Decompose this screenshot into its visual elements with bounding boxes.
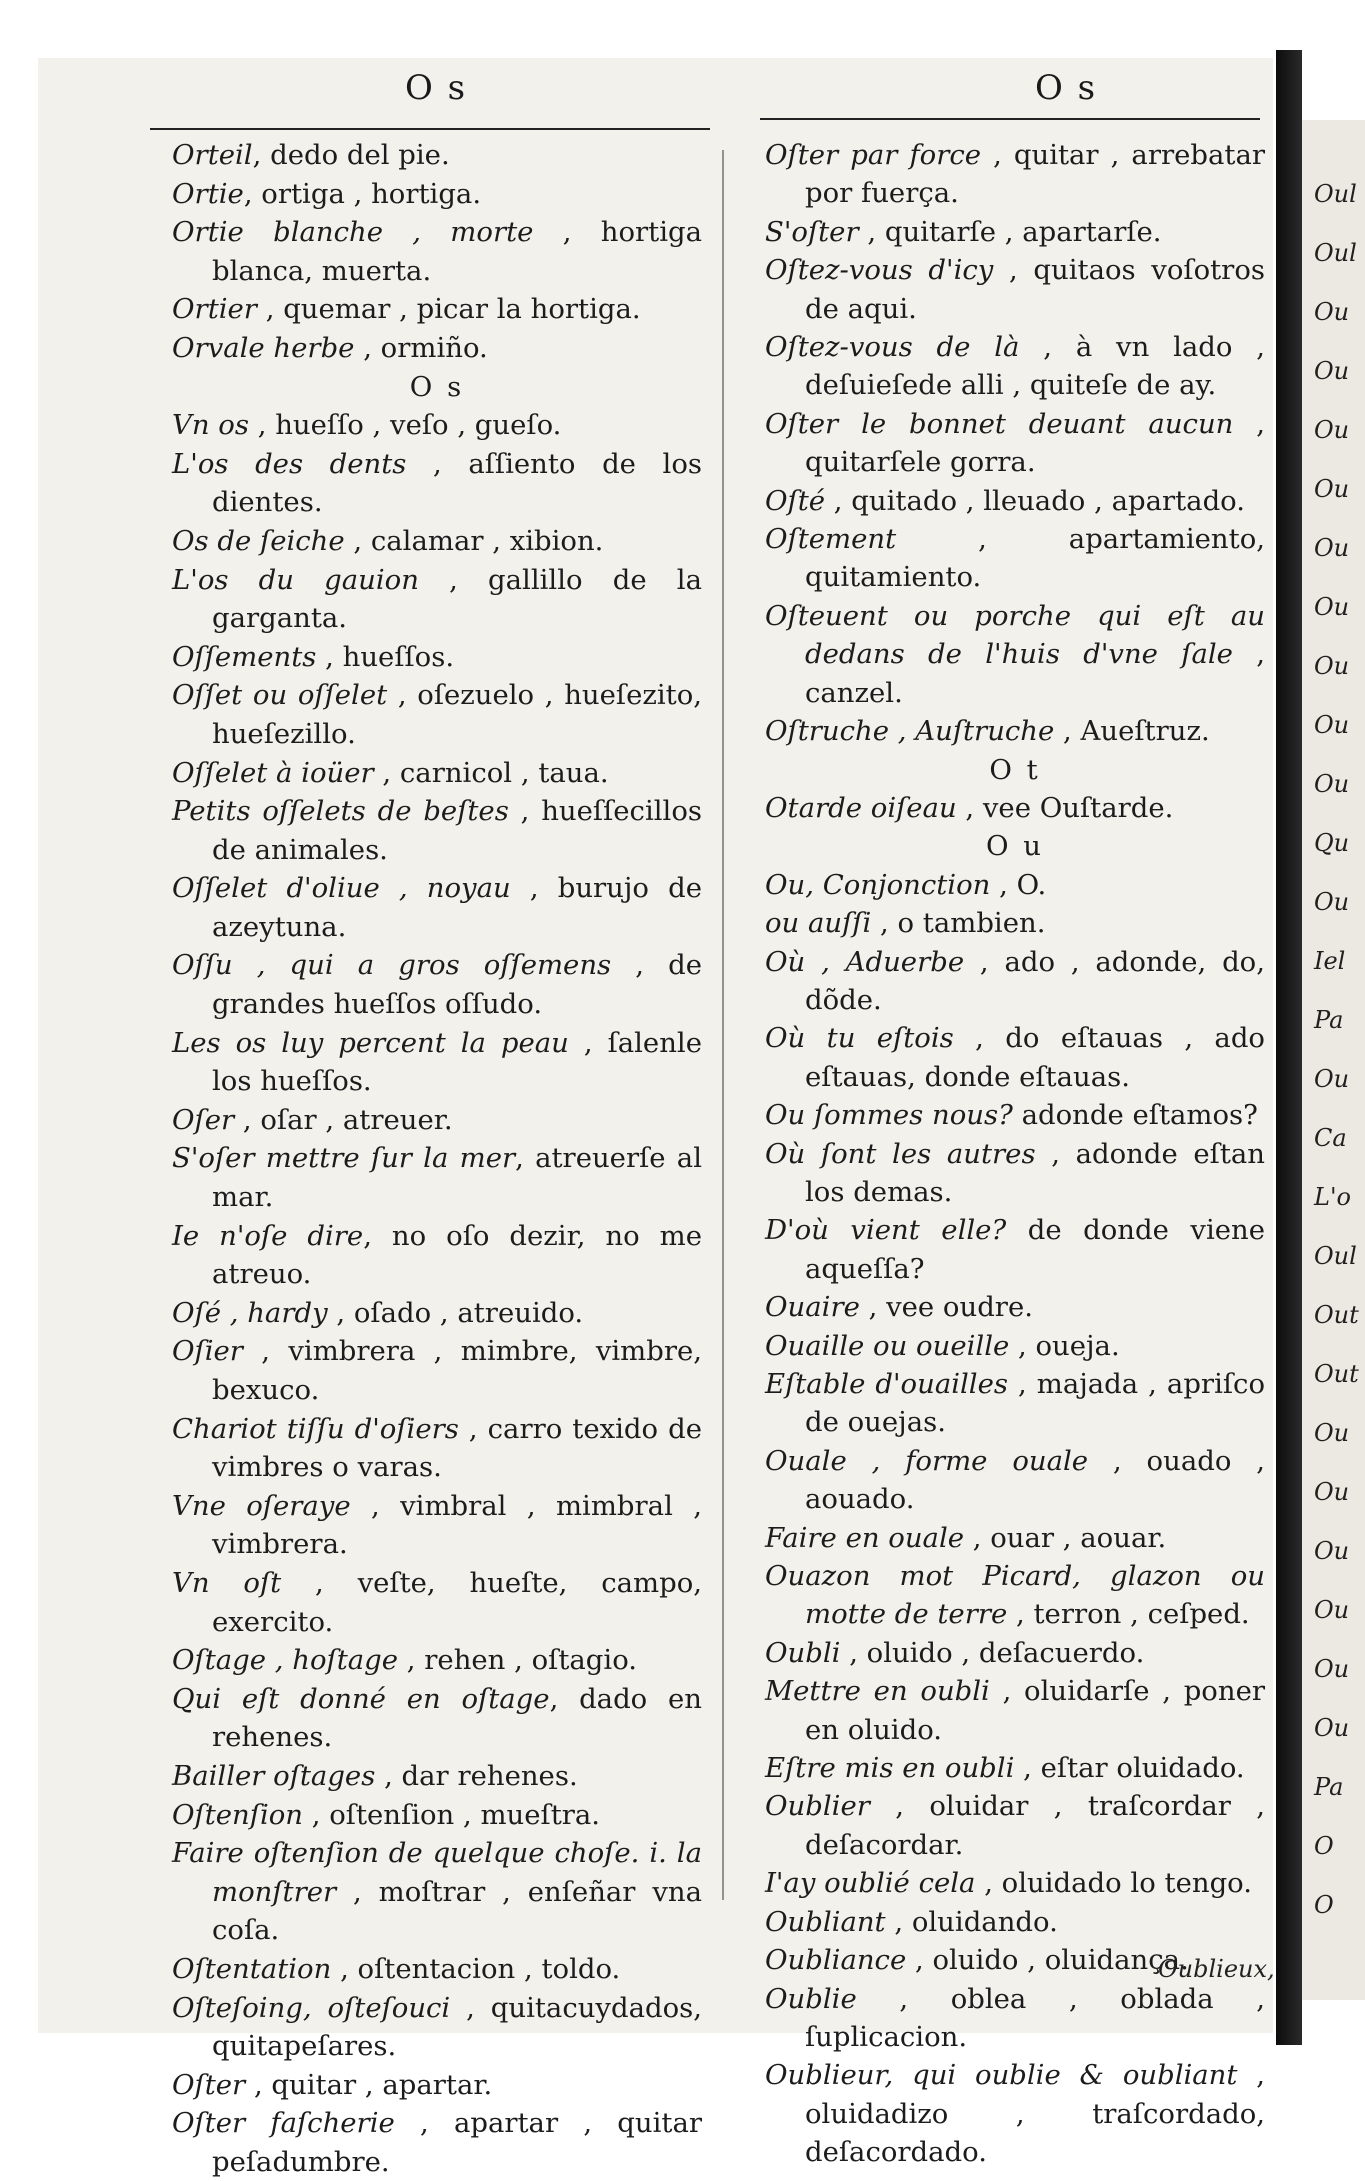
adjacent-page-fragment: Ou: [1314, 357, 1350, 385]
dictionary-entry: [172, 2066, 702, 2105]
entry-headword: Oſier: [172, 1335, 243, 1368]
entry-definition: , do eſtauas , ado eſtauas, donde eſtauas.: [805, 1022, 1265, 1093]
entry-headword: Eſtre mis en oubli: [765, 1752, 1015, 1785]
entry-headword: S'oſer mettre ſur la mer: [172, 1142, 516, 1175]
adjacent-page-fragment: Ca: [1314, 1124, 1347, 1152]
adjacent-page-fragment: Ou: [1314, 1655, 1350, 1683]
dictionary-entry: [765, 1557, 1265, 1634]
entry-definition: , o tambien.: [871, 907, 1046, 940]
entry-definition: , adonde eſtan los demas.: [805, 1137, 1265, 1208]
entry-headword: Les os luy percent la peau: [172, 1026, 569, 1059]
dictionary-entry: [172, 1217, 702, 1294]
entry-definition: , hueſſecillos de animales.: [212, 795, 702, 866]
dictionary-entry: [765, 1749, 1265, 1787]
dictionary-entry: [172, 676, 702, 753]
dictionary-entry: [172, 1139, 702, 1216]
dictionary-entry: [765, 482, 1265, 520]
dictionary-entry: [765, 1288, 1265, 1326]
dictionary-entry: [765, 2056, 1265, 2171]
entry-definition: , oluido , oluidança.: [906, 1944, 1189, 1977]
entry-definition: de donde viene aqueſſa?: [805, 1214, 1265, 1285]
dictionary-entry: [172, 1332, 702, 1409]
dictionary-entry: [765, 1211, 1265, 1288]
adjacent-page-fragment: Ou: [1314, 1537, 1350, 1565]
entry-definition: , à vn lado , deſuieſede alli , quiteſe de ay.: [805, 331, 1266, 402]
entry-headword: Oſſements: [172, 640, 317, 673]
entry-definition: , carro texido de vimbres o varas.: [212, 1412, 702, 1484]
dictionary-entry: [172, 136, 702, 175]
dictionary-entry: [172, 522, 702, 561]
adjacent-page-fragment: Ou: [1314, 593, 1350, 621]
dictionary-entry: [765, 597, 1265, 712]
entry-definition: , oluidando.: [885, 1905, 1058, 1938]
running-head-right: O s: [1035, 68, 1098, 108]
entry-headword: Ou ſommes nous?: [765, 1099, 1013, 1132]
entry-definition: , ouado , aouado.: [805, 1444, 1265, 1516]
column-separator: [722, 150, 724, 1900]
dictionary-entry: [172, 754, 702, 793]
entry-headword: Oſtement: [765, 523, 897, 556]
entry-definition: , hueſſos.: [316, 640, 455, 673]
entry-headword: Vne oſeraye: [172, 1489, 351, 1522]
catchword: Oublieux,: [1158, 1955, 1275, 1983]
adjacent-page-fragment: L'o: [1314, 1183, 1351, 1211]
section-heading: O u: [986, 830, 1044, 863]
dictionary-entry: [172, 290, 702, 329]
entry-headword: Oſſelet d'oliue , noyau: [172, 872, 511, 905]
entry-definition: , eſtar oluidado.: [1014, 1752, 1245, 1785]
adjacent-page-fragment: Ou: [1314, 1065, 1350, 1093]
entry-definition: adonde eſtamos?: [1012, 1099, 1258, 1132]
entry-definition: , O.: [990, 868, 1047, 901]
entry-definition: , apartamiento, quitamiento.: [805, 523, 1265, 594]
entry-headword: Qui eſt donné en oſtage: [172, 1682, 550, 1715]
entry-definition: , dar rehenes.: [375, 1759, 578, 1792]
entry-headword: Mettre en oubli: [765, 1675, 990, 1708]
entry-definition: , oueja.: [1009, 1329, 1120, 1362]
dictionary-entry: [172, 1101, 702, 1140]
dictionary-entry: [172, 329, 702, 368]
entry-definition: , oſar , atreuer.: [234, 1103, 453, 1136]
entry-definition: , calamar , xibion.: [344, 524, 604, 557]
dictionary-entry: [172, 1989, 702, 2066]
entry-headword: Oſtentation: [172, 1952, 332, 1985]
dictionary-entry: [765, 943, 1265, 1020]
dictionary-entry: [765, 405, 1265, 482]
entry-headword: Où tu eſtois: [765, 1022, 954, 1055]
entry-headword: Ouaire: [765, 1291, 860, 1324]
entry-definition: , oſado , atreuido.: [327, 1296, 584, 1329]
dictionary-entry: [765, 1672, 1265, 1749]
adjacent-page-fragment: Ou: [1314, 534, 1350, 562]
entry-headword: Oubliance: [765, 1944, 907, 1977]
entry-headword: Oſtruche , Auſtruche: [765, 715, 1055, 748]
adjacent-page-fragment: Ou: [1314, 888, 1350, 916]
entry-headword: Oſteuent ou porche qui eſt au dedans de l'huis d'vne ſale: [765, 599, 1265, 671]
adjacent-page-edge: [1302, 120, 1365, 2000]
entry-definition: , de grandes hueſſos oſſudo.: [212, 949, 702, 1021]
entry-definition: , hueſſo , veſo , gueſo.: [248, 409, 562, 442]
entry-headword: Vn os: [172, 409, 249, 442]
adjacent-page-fragment: Qu: [1314, 829, 1350, 857]
adjacent-page-fragment: Ou: [1314, 1596, 1350, 1624]
adjacent-page-fragment: Oul: [1314, 1242, 1357, 1270]
running-head-left: O s: [405, 68, 468, 108]
entry-headword: D'où vient elle?: [765, 1214, 1007, 1247]
entry-headword: Faire oſtenſion de quelque choſe. i. la monſtrer: [172, 1837, 702, 1908]
dictionary-entry: [172, 1487, 702, 1564]
entry-definition: , veſte, hueſte, campo, exercito.: [212, 1566, 702, 1638]
dictionary-entry: [765, 1903, 1265, 1941]
entry-headword: Oſter par force: [765, 139, 982, 171]
dictionary-entry: [172, 869, 702, 946]
entry-definition: , vimbrera , mimbre, vimbre, bexuco.: [212, 1335, 702, 1406]
dictionary-entry: [172, 1024, 702, 1101]
entry-definition: , hortiga blanca, muerta.: [212, 216, 702, 287]
entry-definition: , oluido , deſacuerdo.: [840, 1636, 1145, 1669]
entry-definition: , quitarſe , apartarſe.: [858, 215, 1162, 248]
adjacent-page-fragment: Ou: [1314, 770, 1350, 798]
entry-definition: , oluidar , traſcordar , deſacordar.: [805, 1790, 1265, 1861]
entry-headword: Otarde oiſeau: [765, 791, 957, 824]
dictionary-entry: [765, 1365, 1265, 1442]
dictionary-entry: [765, 1096, 1265, 1134]
entry-definition: , rehen , oſtagio.: [398, 1644, 638, 1677]
entry-headword: Oſter faſcherie: [172, 2107, 395, 2140]
entry-headword: Oublie: [765, 1982, 857, 2015]
entry-definition: , terron , ceſped.: [1007, 1598, 1250, 1631]
entry-headword: S'oſter: [765, 215, 859, 248]
entry-headword: Faire en ouale: [765, 1521, 965, 1554]
adjacent-page-fragment: Ou: [1314, 298, 1350, 326]
dictionary-entry: [765, 1327, 1265, 1365]
adjacent-page-fragment: Ou: [1314, 475, 1350, 503]
entry-definition: , aſſiento de los dientes.: [212, 447, 702, 519]
adjacent-page-fragment: Oul: [1314, 239, 1357, 267]
dictionary-entry: [172, 1294, 702, 1333]
entry-headword: Oubliant: [765, 1905, 886, 1938]
header-rule-left: [150, 128, 710, 130]
entry-headword: Oſſelet à ioüer: [172, 756, 374, 789]
entry-headword: Oſteſoing, oſteſouci: [172, 1991, 451, 2024]
entry-headword: Ouazon mot Picard, glazon ou motte de terre: [765, 1560, 1265, 1631]
entry-headword: Oſtenſion: [172, 1798, 304, 1831]
adjacent-page-fragment: Ou: [1314, 1478, 1350, 1506]
entry-definition: , ortiga , hortiga.: [243, 177, 482, 210]
dictionary-entry: [765, 1135, 1265, 1212]
entry-definition: , carnicol , taua.: [373, 756, 609, 789]
entry-headword: Orvale herbe: [172, 331, 355, 364]
dictionary-entry: [172, 1564, 702, 1641]
adjacent-page-fragment: Pa: [1314, 1006, 1344, 1034]
dictionary-entry: [765, 1980, 1265, 2057]
entry-headword: Oſé , hardy: [172, 1296, 328, 1329]
entry-definition: , canzel.: [805, 638, 1265, 709]
entry-definition: , oſtenſion , mueſtra.: [303, 1798, 601, 1831]
adjacent-page-fragment: Ou: [1314, 1419, 1350, 1447]
entry-definition: , gallillo de la garganta.: [212, 563, 702, 635]
entry-headword: Eſtable d'ouailles: [765, 1368, 1008, 1400]
entry-headword: Bailler oſtages: [172, 1759, 376, 1792]
dictionary-entry: [172, 406, 702, 445]
adjacent-page-fragment: O: [1314, 1832, 1334, 1860]
entry-definition: , apartar , quitar peſadumbre.: [212, 2107, 702, 2178]
dictionary-entry: [172, 1796, 702, 1835]
dictionary-entry: [765, 712, 1265, 750]
entry-headword: Oublier: [765, 1790, 870, 1823]
entry-definition: , Aueſtruz.: [1054, 715, 1210, 748]
entry-headword: L'os des dents: [172, 447, 407, 480]
entry-headword: Oſté: [765, 484, 826, 517]
header-rule-right: [760, 118, 1260, 120]
entry-definition: , oblea , oblada , ſuplicacion.: [805, 1982, 1265, 2053]
entry-headword: Oſſu , qui a gros oſſemens: [172, 949, 612, 982]
entry-headword: I'ay oublié cela: [765, 1867, 976, 1900]
entry-headword: Oublieur, qui oublie & oubliant: [765, 2059, 1238, 2092]
dictionary-entry: [172, 445, 702, 522]
dictionary-entry: [172, 1757, 702, 1796]
dictionary-entry: [765, 866, 1265, 904]
dictionary-entry: [172, 1410, 702, 1487]
entry-headword: L'os du gauion: [172, 563, 419, 596]
dictionary-entry: [765, 1442, 1265, 1519]
adjacent-page-fragment: Oul: [1314, 180, 1357, 208]
dictionary-entry: [765, 1519, 1265, 1557]
adjacent-page-fragment: Ou: [1314, 711, 1350, 739]
adjacent-page-fragment: Iel: [1314, 947, 1346, 975]
adjacent-page-fragment: Pa: [1314, 1773, 1344, 1801]
entry-definition: , ormiño.: [354, 331, 488, 364]
right-column: [765, 136, 1265, 2172]
entry-definition: , vee Ouſtarde.: [956, 791, 1174, 824]
dictionary-entry: [172, 175, 702, 214]
entry-headword: Ortie: [172, 177, 244, 210]
entry-headword: Os de ſeiche: [172, 524, 345, 557]
dictionary-entry: [172, 946, 702, 1023]
adjacent-page-fragment: O: [1314, 1891, 1334, 1919]
entry-definition: , moſtrar , enſeñar vna coſa.: [212, 1875, 702, 1947]
entry-headword: Ouale , forme ouale: [765, 1444, 1089, 1477]
entry-definition: , oluidado lo tengo.: [975, 1867, 1252, 1900]
binding-gutter: [1276, 50, 1302, 2045]
entry-headword: ou auſſi: [765, 907, 872, 940]
adjacent-page-fragment: Ou: [1314, 416, 1350, 444]
entry-definition: , quitar , apartar.: [245, 2068, 493, 2101]
entry-definition: , quemar , picar la hortiga.: [256, 293, 641, 326]
entry-headword: Oubli: [765, 1636, 841, 1669]
entry-headword: Ortier: [172, 293, 257, 326]
entry-headword: Vn oſt: [172, 1566, 282, 1599]
entry-definition: , quitacuydados, quitapeſares.: [212, 1991, 702, 2063]
dictionary-entry: [765, 904, 1265, 942]
adjacent-page-fragment: Ou: [1314, 652, 1350, 680]
entry-headword: Oſſet ou oſſelet: [172, 679, 388, 712]
dictionary-entry: [172, 561, 702, 638]
entry-definition: , burujo de azeytuna.: [212, 872, 702, 943]
dictionary-entry: [765, 1634, 1265, 1672]
entry-definition: , ouar , aouar.: [964, 1521, 1167, 1554]
dictionary-entry: [172, 1950, 702, 1989]
entry-definition: , oſtentacion , toldo.: [331, 1952, 621, 1985]
entry-headword: Oſtez-vous de là: [765, 331, 1020, 364]
entry-headword: Oſer: [172, 1103, 235, 1136]
dictionary-entry: [765, 328, 1265, 405]
entry-headword: Ortie blanche , morte: [172, 216, 534, 249]
entry-definition: , quitarſele gorra.: [805, 407, 1265, 479]
dictionary-entry: [765, 520, 1265, 597]
entry-definition: , quitado , lleuado , apartado.: [825, 484, 1245, 517]
entry-definition: , majada , apriſco de ouejas.: [805, 1368, 1266, 1439]
entry-definition: , oluidadizo , traſcordado, deſacordado.: [805, 2059, 1265, 2169]
dictionary-entry: [765, 1787, 1265, 1864]
section-heading: O t: [989, 753, 1041, 786]
dictionary-entry: [765, 213, 1265, 251]
entry-definition: , vee oudre.: [859, 1291, 1033, 1324]
entry-definition: , atreuerſe al mar.: [212, 1142, 702, 1214]
dictionary-entry: [172, 1834, 702, 1950]
entry-headword: Ou, Conjonction: [765, 868, 991, 901]
entry-headword: Où , Aduerbe: [765, 945, 965, 978]
dictionary-entry: [765, 251, 1265, 328]
dictionary-entry: [172, 638, 702, 677]
entry-headword: Ouaille ou oueille: [765, 1329, 1010, 1362]
entry-headword: Petits oſſelets de beſtes: [172, 795, 509, 828]
entry-definition: , ſalenle los hueſſos.: [212, 1026, 702, 1098]
dictionary-entry: [765, 136, 1265, 213]
entry-headword: Orteil: [172, 139, 253, 171]
entry-definition: , dedo del pie.: [252, 139, 450, 171]
left-column: [172, 136, 702, 2181]
adjacent-page-fragment: Out: [1314, 1360, 1359, 1388]
dictionary-entry: [765, 789, 1265, 827]
dictionary-entry: [172, 1641, 702, 1680]
entry-headword: Oſter: [172, 2068, 246, 2101]
entry-definition: , quitar , arrebatar por fuerça.: [805, 139, 1265, 210]
dictionary-entry: [172, 1680, 702, 1757]
dictionary-entry: [765, 1019, 1265, 1096]
entry-headword: Ie n'oſe dire: [172, 1219, 364, 1252]
adjacent-page-fragment: Out: [1314, 1301, 1359, 1329]
entry-headword: Chariot tiſſu d'oſiers: [172, 1412, 459, 1445]
dictionary-entry: [765, 1864, 1265, 1902]
entry-definition: , quitaos voſotros de aqui.: [805, 254, 1266, 325]
entry-definition: , ado , adonde, do, dõde.: [805, 945, 1265, 1016]
entry-definition: , oſezuelo , hueſezito, hueſezillo.: [212, 679, 702, 750]
entry-headword: Où ſont les autres: [765, 1137, 1036, 1170]
dictionary-entry: [172, 2104, 702, 2181]
section-heading: O s: [409, 370, 465, 403]
entry-headword: Oſtez-vous d'icy: [765, 254, 994, 287]
dictionary-entry: [172, 213, 702, 290]
entry-definition: , dado en rehenes.: [212, 1682, 702, 1754]
adjacent-page-fragment: Ou: [1314, 1714, 1350, 1742]
entry-definition: , no oſo dezir, no me atreuo.: [212, 1219, 702, 1291]
entry-definition: , oluidarſe , poner en oluido.: [805, 1675, 1265, 1746]
entry-definition: , vimbral , mimbral , vimbrera.: [212, 1489, 702, 1561]
entry-headword: Oſter le bonnet deuant aucun: [765, 407, 1234, 440]
dictionary-entry: [172, 792, 702, 869]
entry-headword: Oſtage , hoſtage: [172, 1644, 399, 1677]
